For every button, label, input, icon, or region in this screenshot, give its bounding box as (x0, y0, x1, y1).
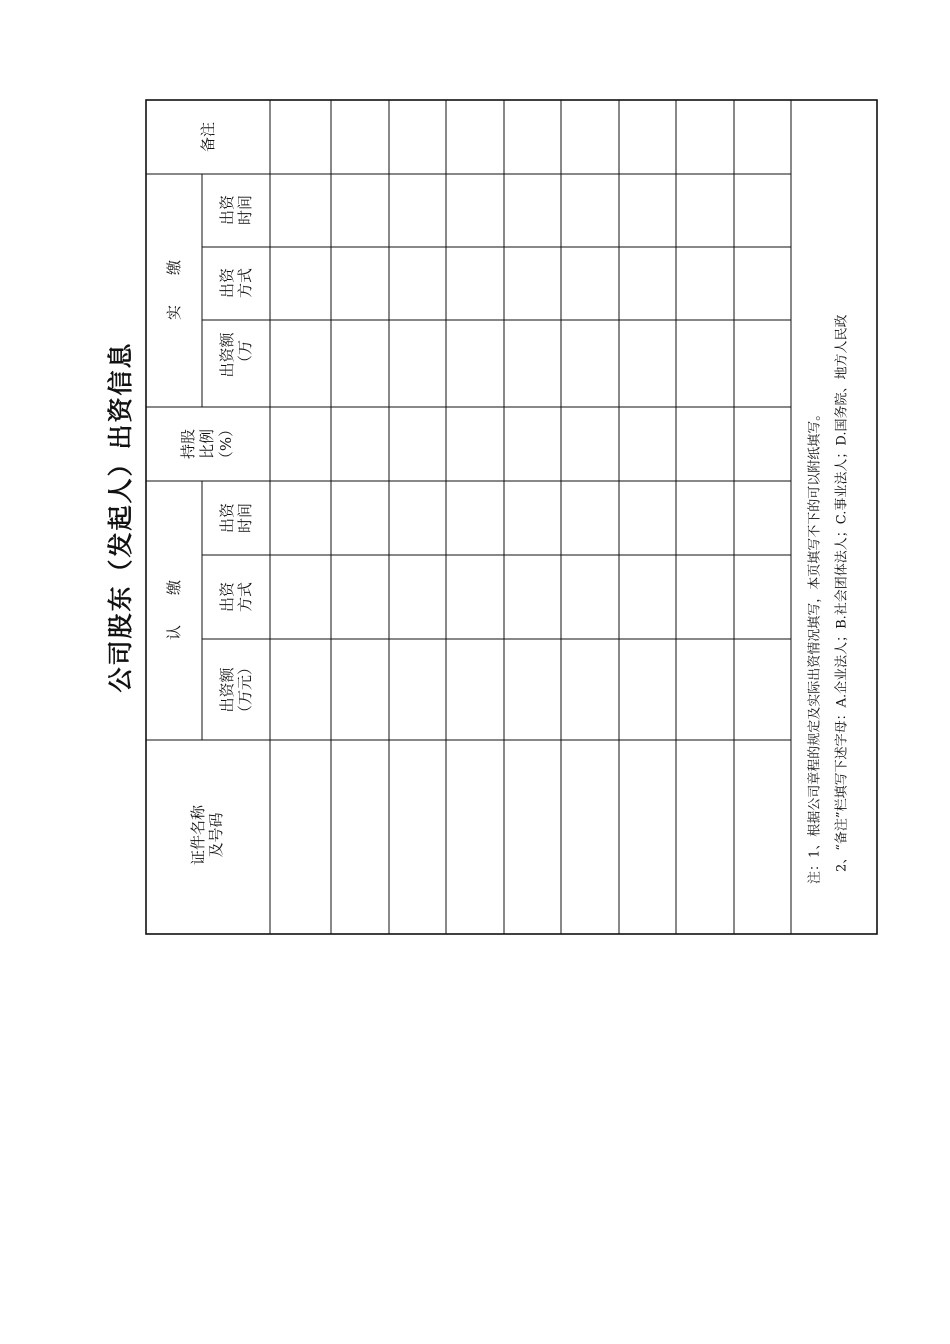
cell-sub-method[interactable] (447, 556, 503, 638)
header-paid-amount (218, 332, 254, 378)
header-subscribed-group-text: 认 缴 (165, 579, 183, 641)
cell-sub-time[interactable] (677, 482, 733, 554)
cell-sub-amount[interactable] (332, 640, 388, 739)
header-share-ratio-line2: 比例 (198, 428, 216, 460)
cell-share-ratio[interactable] (735, 408, 790, 480)
header-share-ratio-line1: 持股 (179, 428, 197, 460)
table-body (271, 101, 790, 933)
header-remark-text: 备注 (199, 121, 217, 153)
header-paid-time-line1: 出资 (218, 194, 236, 226)
cell-remark[interactable] (677, 101, 733, 173)
cell-paid-time[interactable] (390, 175, 445, 246)
cell-sub-amount[interactable] (620, 640, 675, 739)
cell-paid-method[interactable] (620, 248, 675, 319)
cell-sub-method[interactable] (677, 556, 733, 638)
header-paid-method-line2: 方式 (236, 267, 254, 299)
cell-paid-method[interactable] (735, 248, 790, 319)
cell-share-ratio[interactable] (390, 408, 445, 480)
header-share-ratio-line3: （%） (217, 421, 235, 467)
header-sub-method (218, 581, 254, 612)
header-paid-method (218, 267, 254, 298)
cell-remark[interactable] (505, 101, 560, 173)
header-sub-method-line1: 出资 (218, 581, 236, 613)
table-row (271, 101, 330, 933)
cell-id[interactable] (447, 741, 503, 933)
cell-id[interactable] (735, 741, 790, 933)
cell-share-ratio[interactable] (562, 408, 618, 480)
footnote-1 (807, 408, 823, 884)
cell-id[interactable] (505, 741, 560, 933)
cell-paid-time[interactable] (332, 175, 388, 246)
cell-sub-time[interactable] (447, 482, 503, 554)
table-row (735, 101, 790, 933)
cell-share-ratio[interactable] (332, 408, 388, 480)
header-paid-group-text: 实 缴 (165, 259, 183, 321)
cell-sub-amount[interactable] (562, 640, 618, 739)
cell-sub-amount[interactable] (735, 640, 790, 739)
cell-paid-method[interactable] (447, 248, 503, 319)
cell-share-ratio[interactable] (447, 408, 503, 480)
header-sub-amount (218, 660, 254, 720)
cell-id[interactable] (620, 741, 675, 933)
footnote-2 (834, 315, 850, 872)
header-paid-time-line2: 时间 (236, 194, 254, 226)
header-sub-amount-line1: 出资额 (218, 667, 236, 713)
cell-paid-method[interactable] (271, 248, 330, 319)
cell-paid-time[interactable] (735, 175, 790, 246)
cell-sub-method[interactable] (735, 556, 790, 638)
footnote-2-text: 2、“备注”栏填写下述字母：A.企业法人；B.社会团体法人；C.事业法人；D.国务院、地方人民政 (834, 314, 850, 872)
header-id-line2: 及号码 (207, 812, 225, 858)
header-paid-amount-line1: 出资额 (218, 332, 236, 378)
cell-paid-amount[interactable] (332, 321, 388, 406)
cell-id[interactable] (271, 741, 330, 933)
header-sub-amount-line2: （万元） (236, 659, 254, 721)
cell-paid-time[interactable] (677, 175, 733, 246)
cell-id[interactable] (677, 741, 733, 933)
cell-id[interactable] (562, 741, 618, 933)
table-row (390, 101, 445, 933)
cell-sub-amount[interactable] (271, 640, 330, 739)
cell-paid-method[interactable] (677, 248, 733, 319)
cell-sub-method[interactable] (390, 556, 445, 638)
table-row (620, 101, 675, 933)
cell-sub-time[interactable] (271, 482, 330, 554)
header-subscribed-group (165, 580, 183, 640)
cell-sub-method[interactable] (562, 556, 618, 638)
cell-paid-time[interactable] (562, 175, 618, 246)
header-paid-time (218, 194, 254, 225)
cell-paid-amount[interactable] (735, 321, 790, 406)
footnote-1-text: 注：1、根据公司章程的规定及实际出资情况填写，本页填写不下的可以附纸填写。 (807, 407, 823, 884)
cell-sub-time[interactable] (390, 482, 445, 554)
cell-paid-amount[interactable] (562, 321, 618, 406)
header-id (189, 804, 225, 865)
cell-remark[interactable] (562, 101, 618, 173)
header-sub-time-line2: 时间 (236, 502, 254, 534)
cell-paid-method[interactable] (332, 248, 388, 319)
cell-id[interactable] (332, 741, 388, 933)
cell-paid-method[interactable] (562, 248, 618, 319)
cell-remark[interactable] (332, 101, 388, 173)
cell-sub-time[interactable] (332, 482, 388, 554)
cell-paid-amount[interactable] (620, 321, 675, 406)
cell-share-ratio[interactable] (677, 408, 733, 480)
table-row (562, 101, 618, 933)
cell-sub-amount[interactable] (505, 640, 560, 739)
cell-share-ratio[interactable] (620, 408, 675, 480)
header-remark (199, 122, 217, 152)
cell-sub-time[interactable] (562, 482, 618, 554)
cell-share-ratio[interactable] (505, 408, 560, 480)
cell-paid-method[interactable] (390, 248, 445, 319)
cell-paid-amount[interactable] (271, 321, 330, 406)
cell-sub-amount[interactable] (677, 640, 733, 739)
cell-paid-method[interactable] (505, 248, 560, 319)
table-row (332, 101, 388, 933)
table-row (447, 101, 503, 933)
cell-paid-amount[interactable] (505, 321, 560, 406)
cell-paid-time[interactable] (620, 175, 675, 246)
header-paid-method-line1: 出资 (218, 267, 236, 299)
header-paid-group (165, 260, 183, 320)
cell-sub-amount[interactable] (447, 640, 503, 739)
cell-sub-amount[interactable] (390, 640, 445, 739)
cell-paid-time[interactable] (447, 175, 503, 246)
header-paid-amount-line2: （万 (236, 339, 254, 371)
cell-sub-method[interactable] (620, 556, 675, 638)
header-share-ratio (179, 422, 235, 466)
cell-remark[interactable] (735, 101, 790, 173)
header-sub-method-line2: 方式 (236, 581, 254, 613)
header-id-line1: 证件名称 (189, 804, 207, 866)
cell-sub-method[interactable] (332, 556, 388, 638)
cell-sub-time[interactable] (735, 482, 790, 554)
header-sub-time (218, 502, 254, 533)
cell-remark[interactable] (447, 101, 503, 173)
table-row (677, 101, 733, 933)
table-row (505, 101, 560, 933)
cell-paid-amount[interactable] (390, 321, 445, 406)
header-sub-time-line1: 出资 (218, 502, 236, 534)
cell-remark[interactable] (620, 101, 675, 173)
cell-sub-time[interactable] (505, 482, 560, 554)
cell-paid-time[interactable] (271, 175, 330, 246)
cell-paid-amount[interactable] (677, 321, 733, 406)
cell-share-ratio[interactable] (271, 408, 330, 480)
cell-remark[interactable] (390, 101, 445, 173)
cell-sub-method[interactable] (505, 556, 560, 638)
cell-remark[interactable] (271, 101, 330, 173)
cell-id[interactable] (390, 741, 445, 933)
cell-paid-amount[interactable] (447, 321, 503, 406)
cell-sub-time[interactable] (620, 482, 675, 554)
cell-sub-method[interactable] (271, 556, 330, 638)
page-title-text: 公司股东（发起人）出资信息 (106, 341, 135, 693)
cell-paid-time[interactable] (505, 175, 560, 246)
